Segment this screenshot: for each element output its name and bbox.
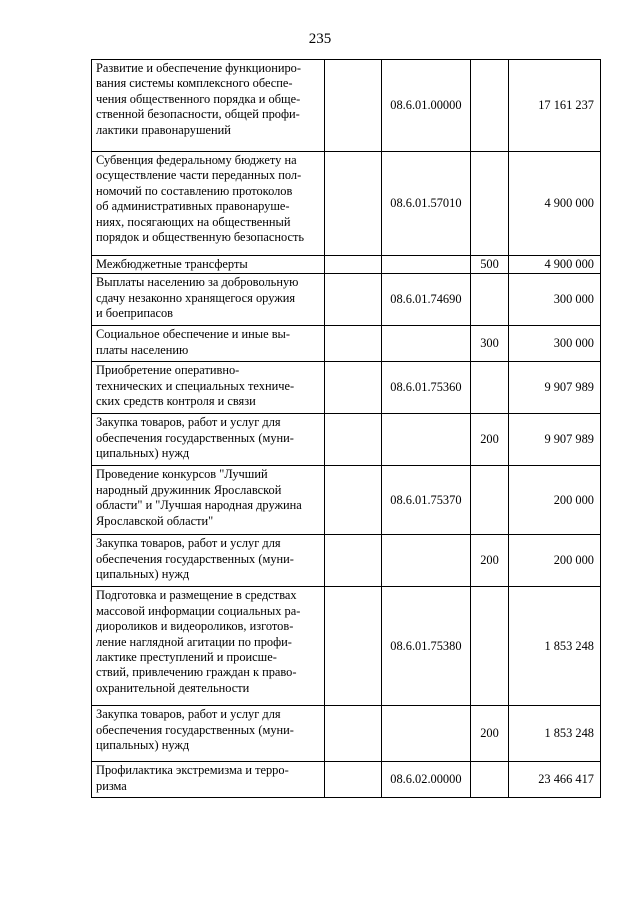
row-amount-cell (509, 152, 601, 256)
row-code-cell (382, 706, 471, 762)
table-row (92, 362, 601, 414)
row-code-text: 08.6.01.75380 (390, 638, 462, 653)
row-expense-type-cell (470, 414, 509, 466)
row-name-text: Закупка товаров, работ и услуг для обеспечения государственных (муни- ципальных) нужд (96, 707, 294, 753)
row-name-cell (92, 414, 325, 466)
row-amount-cell (509, 466, 601, 535)
row-empty-cell (325, 60, 382, 152)
table-row (92, 706, 601, 762)
row-amount-text: 200 000 (553, 492, 594, 507)
row-amount-text: 300 000 (553, 336, 594, 351)
row-expense-type-cell (470, 466, 509, 535)
row-code-cell (382, 414, 471, 466)
budget-table-body (92, 60, 601, 798)
row-code-cell (382, 762, 471, 798)
row-amount-cell (509, 587, 601, 706)
table-row (92, 152, 601, 256)
row-code-cell (382, 326, 471, 362)
row-code-cell (382, 466, 471, 535)
row-name-cell (92, 274, 325, 326)
row-name-text: Проведение конкурсов "Лучший народный дружинник Ярославской области" и "Лучшая народная дружина Ярославской области" (96, 467, 302, 528)
row-name-text: Закупка товаров, работ и услуг для обеспечения государственных (муни- ципальных) нужд (96, 536, 294, 582)
budget-table (91, 59, 601, 798)
row-amount-cell (509, 274, 601, 326)
row-name-cell (92, 152, 325, 256)
row-name-text: Подготовка и размещение в средствах массовой информации социальных ра- диороликов и видеороликов, изготов- ление наглядной агитации по профи- лактике преступлений и происше- ствий, привлечению граждан к право- охранительной деятельности (96, 588, 301, 695)
row-amount-text: 17 161 237 (538, 97, 594, 112)
table-row (92, 326, 601, 362)
row-code-text: 08.6.01.75370 (390, 492, 462, 507)
row-amount-cell (509, 362, 601, 414)
row-empty-cell (325, 326, 382, 362)
row-code-cell (382, 587, 471, 706)
table-row (92, 466, 601, 535)
row-expense-type-cell (470, 706, 509, 762)
row-name-cell (92, 762, 325, 798)
row-amount-text: 300 000 (553, 292, 594, 307)
row-amount-cell (509, 706, 601, 762)
row-code-cell (382, 535, 471, 587)
row-expense-type-cell (470, 762, 509, 798)
row-name-text: Межбюджетные трансферты (96, 257, 248, 271)
row-code-text: 08.6.01.75360 (390, 380, 462, 395)
table-row (92, 535, 601, 587)
row-name-text: Закупка товаров, работ и услуг для обеспечения государственных (муни- ципальных) нужд (96, 415, 294, 461)
row-code-cell (382, 274, 471, 326)
table-row (92, 256, 601, 274)
table-row (92, 60, 601, 152)
row-code-text: 08.6.02.00000 (390, 772, 462, 787)
row-type-text: 300 (480, 336, 499, 351)
row-name-cell (92, 466, 325, 535)
row-expense-type-cell (470, 587, 509, 706)
row-expense-type-cell (470, 362, 509, 414)
row-name-cell (92, 535, 325, 587)
row-type-text: 500 (480, 257, 499, 271)
row-empty-cell (325, 274, 382, 326)
row-empty-cell (325, 706, 382, 762)
row-name-cell (92, 587, 325, 706)
row-empty-cell (325, 256, 382, 274)
row-name-text: Субвенция федеральному бюджету на осуществление части переданных пол- номочий по составлению протоколов об административных правонаруше- ниях, посягающих на общественный порядок и общественную безопасность (96, 153, 305, 245)
row-empty-cell (325, 414, 382, 466)
row-name-cell (92, 362, 325, 414)
row-empty-cell (325, 762, 382, 798)
row-amount-cell (509, 326, 601, 362)
row-amount-text: 200 000 (553, 553, 594, 568)
row-expense-type-cell (470, 535, 509, 587)
row-name-cell (92, 60, 325, 152)
row-empty-cell (325, 362, 382, 414)
row-type-text: 200 (480, 432, 499, 447)
row-amount-text: 9 907 989 (544, 432, 594, 447)
row-expense-type-cell (470, 60, 509, 152)
row-amount-text: 1 853 248 (544, 638, 594, 653)
row-expense-type-cell (470, 152, 509, 256)
row-amount-cell (509, 256, 601, 274)
row-amount-cell (509, 535, 601, 587)
row-amount-text: 9 907 989 (544, 380, 594, 395)
row-name-text: Социальное обеспечение и иные вы- платы населению (96, 327, 291, 357)
row-name-cell (92, 326, 325, 362)
row-empty-cell (325, 152, 382, 256)
row-amount-cell (509, 60, 601, 152)
row-name-cell (92, 706, 325, 762)
row-empty-cell (325, 466, 382, 535)
row-amount-text: 4 900 000 (544, 257, 594, 271)
row-code-text: 08.6.01.74690 (390, 292, 462, 307)
row-code-cell (382, 152, 471, 256)
row-expense-type-cell (470, 274, 509, 326)
row-name-text: Приобретение оперативно- технических и специальных техниче- ских средств контроля и связи (96, 363, 295, 409)
table-row (92, 274, 601, 326)
row-expense-type-cell (470, 326, 509, 362)
row-amount-cell (509, 762, 601, 798)
row-empty-cell (325, 535, 382, 587)
table-row (92, 414, 601, 466)
row-type-text: 200 (480, 726, 499, 741)
row-amount-cell (509, 414, 601, 466)
row-name-text: Выплаты населению за добровольную сдачу незаконно хранящегося оружия и боеприпасов (96, 275, 299, 321)
row-name-cell (92, 256, 325, 274)
row-amount-text: 1 853 248 (544, 726, 594, 741)
row-expense-type-cell (470, 256, 509, 274)
table-row (92, 587, 601, 706)
row-name-text: Развитие и обеспечение функциониро- вания системы комплексного обеспе- чения общественного порядка и обще- ственной безопасности, общей профи- лактики правонарушений (96, 61, 301, 137)
row-name-text: Профилактика экстремизма и терро- ризма (96, 763, 289, 793)
row-code-cell (382, 60, 471, 152)
row-amount-text: 23 466 417 (538, 772, 594, 787)
row-type-text: 200 (480, 553, 499, 568)
row-empty-cell (325, 587, 382, 706)
row-code-text: 08.6.01.00000 (390, 97, 462, 112)
row-code-text: 08.6.01.57010 (390, 195, 462, 210)
row-code-cell (382, 362, 471, 414)
page-number: 235 (308, 31, 332, 47)
row-code-cell (382, 256, 471, 274)
table-row (92, 762, 601, 798)
row-amount-text: 4 900 000 (544, 195, 594, 210)
